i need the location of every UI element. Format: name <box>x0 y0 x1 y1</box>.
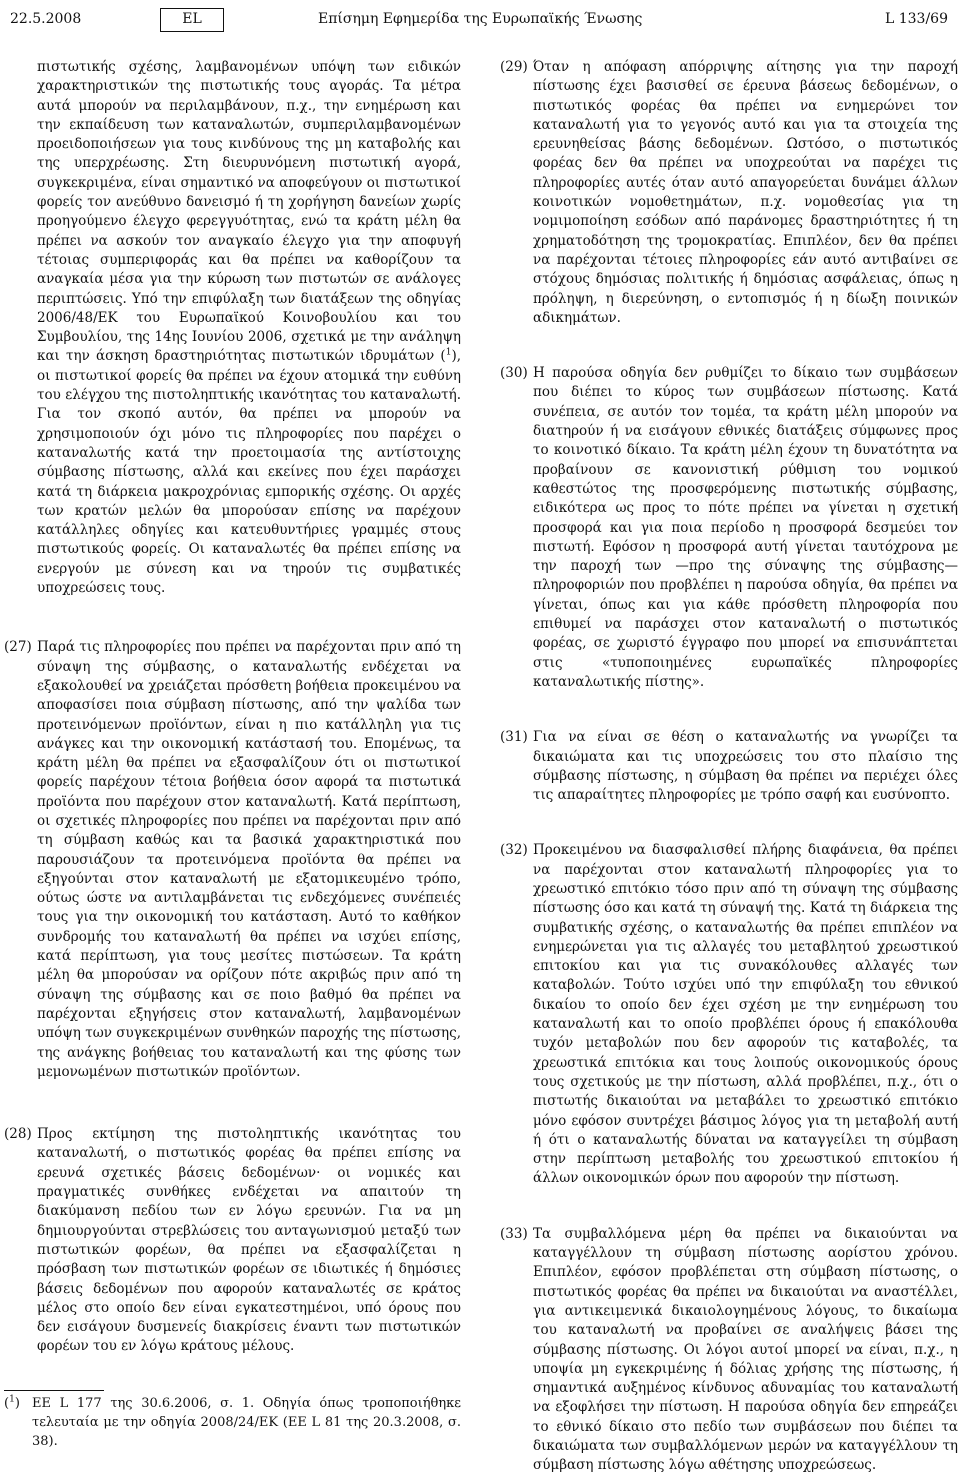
recital-30 <box>500 364 958 692</box>
recital-number: (30) <box>500 365 528 382</box>
recital-text: Για να είναι σε θέση ο καταναλωτής να γνωρίζει τα δικαιώματα και τις υποχρεώσεις του στο πλαίσιο της σύμβασης πίστωσης, η σύμβαση θα πρέπει να περιέχει όλες τις απαραίτητες πληροφορίες με τρόπο σαφή και ευσύνοπτο. <box>533 729 958 804</box>
recital-text: Η παρούσα οδηγία δεν ρυθμίζει το δίκαιο των συμβάσεων που διέπει το κύρος των συμβάσεων πίστωσης. Κατά συνέπεια, σε αυτόν τον τομέα, τα κράτη μέλη μπορούν να διατηρούν ή να εισάγουν εθνικές διατάξεις σύμφωνες προς το κοινοτικό δίκαιο. Τα κράτη μέλη έχουν τη δυνατότητα να προβαίνουν σε κανονιστική ρύθμιση του νομικού καθεστώτος της προσφερόμενης πιστωτικής σύμβασης, ειδικότερα ως προς το πότε πρέπει να γίνεται η σχετική προσφορά και για ποια περίοδο η προσφορά δεσμεύει τον πιστωτή. Εφόσον η προσφορά αυτή γίνεται ταυτόχρονα με την παροχή των —προ της σύναψης της σύμβασης— πληροφοριών που προβλέπει η παρούσα οδηγία, θα πρέπει να γίνεται, όπως και για κάθε πρόσθετη πληροφορία που επιθυμεί να παράσχει στον καταναλωτή ο πιστωτικός φορέας, σε χωριστό έγγραφο που μπορεί να επισυνάπτεται στις «τυποποιημένες ευρωπαϊκές πληροφορίες καταναλωτικής πίστης». <box>533 365 958 690</box>
recital-32 <box>500 841 958 1188</box>
journal-title: Επίσημη Εφημερίδα της Ευρωπαϊκής Ένωσης <box>318 11 643 27</box>
recital-text: Όταν η απόφαση απόρριψης αίτησης για την παροχή πίστωσης έχει βασισθεί σε έρευνα βάσεως δεδομένων, ο πιστωτικός φορέας θα πρέπει να ενημερώνει τον καταναλωτή για το γεγονός αυτό και για τα στοιχεία της ερευνηθείσας βάσης δεδομένων. Ωστόσο, ο πιστωτικός φορέας δεν θα πρέπει να υποχρεούται να παρέχει τις πληροφορίες αυτές όταν αυτό απαγορεύεται δυνάμει άλλων κοινοτικών νομοθετημάτων, π.χ. νομοθεσίας για τη νομιμοποίηση εσόδων από παράνομες δραστηριότητες ή τη χρηματοδότηση της τρομοκρατίας. Επιπλέον, δεν θα πρέπει να παρέχονται τέτοιες πληροφορίες εάν αυτό αντιβαίνει σε στόχους δημόσιας πολιτικής ή δημόσιας ασφάλειας, όπως η πρόληψη, η διερεύνηση, ο εντοπισμός ή η δίωξη ποινικών αδικημάτων. <box>533 59 958 326</box>
recital-number: (31) <box>500 729 528 746</box>
recital-28 <box>4 1125 461 1357</box>
right-column <box>500 58 958 1476</box>
recital-29 <box>500 58 958 328</box>
recital-number: (33) <box>500 1225 528 1242</box>
page-header <box>10 8 950 32</box>
recital-continuation: πιστωτικής σχέσης, λαμβανομένων υπόψη των ειδικών χαρακτηριστικών της πιστωτικής τους αγοράς. Τα μέτρα αυτά μπορούν να περιλαμβάνουν, π.χ., την ενημέρωση και την εκπαίδευση των καταναλωτών, συμπεριλαμβανομένων προειδοποιήσεων για τους κινδύνους της μη καταβολής και της υπερχρέωσης. Στη διευρυνόμενη πιστωτική αγορά, συγκεκριμένα, είναι σημαντικό να αποφεύγουν οι πιστωτικοί φορείς τον ανεύθυνο δανεισμό ή τη χορήγηση δανείων χωρίς προηγούμενο έλεγχο φερεγγυότητας, ενώ τα κράτη μέλη θα πρέπει να ασκούν τον αναγκαίο έλεγχο για την αποφυγή τέτοιας συμπεριφοράς και θα πρέπει να καθορίζουν τα αναγκαία μέσα για την κύρωση των πιστωτών σε ανάλογες περιπτώσεις. Υπό την επιφύλαξη των διατάξεων της οδηγίας 2006/48/ΕΚ του Ευρωπαϊκού Κοινοβουλίου και του Συμβουλίου, της 14ης Ιουνίου 2006, σχετικά με την ανάληψη και την άσκηση δραστηριότητας πιστωτικών ιδρυμάτων ($^1$), οι πιστωτικοί φορείς θα πρέπει να έχουν ατομικά την ευθύνη του ελέγχου της πιστοληπτικής ικανότητας του καταναλωτή. Για τον σκοπό αυτόν, θα πρέπει να μπορούν να χρησιμοποιούν όχι μόνο τις πληροφορίες που παρέχει ο καταναλωτής κατά την προετοιμασία της αντίστοιχης σύμβασης πίστωσης, αλλά και εκείνες που έχει παράσχει κατά τη διάρκεια μακροχρόνιας εμπορικής σχέσης. Οι αρχές των κρατών μελών θα μπορούσαν επίσης να παρέχουν κατάλληλες οδηγίες και κατευθυντήριες γραμμές στους πιστωτικούς φορείς. Οι καταναλωτές θα πρέπει επίσης να ενεργούν με σύνεση και να τηρούν τις συμβατικές υποχρεώσεις τους. <box>37 59 461 597</box>
recital-text: Προκειμένου να διασφαλισθεί πλήρης διαφάνεια, θα πρέπει να παρέχονται στον καταναλωτή πληροφορίες για το χρεωστικό επιτόκιο τόσο πριν από τη σύναψη της σύμβασης πίστωσης όσο και κατά τη σύναψή της. Κατά τη διάρκεια της συμβατικής σχέσης, ο καταναλωτής θα πρέπει επιπλέον να ενημερώνεται για τις αλλαγές του μεταβλητού χρεωστικού επιτοκίου και για τις συνακόλουθες αλλαγές των καταβολών. Τούτο ισχύει υπό την επιφύλαξη του εθνικού δικαίου το οποίο δεν έχει σχέση με την ενημέρωση του καταναλωτή και το οποίο προβλέπει όρους ή επακόλουθα τυχόν μεταβολών που δεν αφορούν τις καταβολές, τα χρεωστικά επιτόκια και τους λοιπούς οικονομικούς όρους τους σχετικούς με την πίστωση, αλλά προβλέπει, π.χ., ότι ο πιστωτής δικαιούται να μεταβάλει το χρεωστικό επιτόκιο μόνο εφόσον συντρέχει βάσιμος λόγος για τη μεταβολή αυτή ή ότι ο καταναλωτής δύναται να καταγγείλει τη σύμβαση στην περίπτωση μεταβολής του χρεωστικού επιτοκίου ή άλλων οικονομικών όρων που αφορούν την πίστωση. <box>533 842 958 1187</box>
recital-text: Προς εκτίμηση της πιστοληπτικής ικανότητας του καταναλωτή, ο πιστωτικός φορέας θα πρέπει επίσης να ερευνά σχετικές βάσεις δεδομένων· οι νομικές και πραγματικές συνθήκες ενδέχεται να απαιτούν τη διακύμανση πεδίου των εν λόγω ερευνών. Για να μη δημιουργούνται στρεβλώσεις του ανταγωνισμού μεταξύ των πιστωτικών φορέων, θα πρέπει να εξασφαλίζεται η πρόσβαση των πιστωτικών φορέων σε ιδιωτικές ή δημόσιες βάσεις δεδομένων που αφορούν καταναλωτές σε κράτος μέλος στο οποίο δεν είναι εγκατεστημένοι, υπό όρους που δεν εισάγουν δυσμενείς διακρίσεις έναντι των πιστωτικών φορέων του εν λόγω κράτους μέλους. <box>37 1126 461 1355</box>
publication-date: 22.5.2008 <box>10 11 82 27</box>
recital-31 <box>500 728 958 805</box>
recital-27 <box>4 638 461 1082</box>
left-column <box>4 58 461 1357</box>
recital-number: (29) <box>500 59 528 75</box>
footnote-text: EE L 177 της 30.6.2006, σ. 1. Οδηγία όπως τροποποιήθηκε τελευταία με την οδηγία 2008/24/ΕΚ (ΕΕ L 81 της 20.3.2008, σ. 38). <box>32 1396 461 1449</box>
page-reference: L 133/69 <box>885 11 948 27</box>
footnote <box>4 1394 461 1451</box>
footnote-divider <box>4 1390 104 1391</box>
recital-number: (28) <box>4 1126 32 1143</box>
footnote-ref[interactable]: 1 <box>445 347 452 358</box>
recital-number: (27) <box>4 639 32 656</box>
language-badge: EL <box>160 8 224 32</box>
footnote-number: ($^1$) <box>4 1394 20 1411</box>
recital-text: Παρά τις πληροφορίες που πρέπει να παρέχονται πριν από τη σύναψη της σύμβασης, ο καταναλωτής ενδέχεται να εξακολουθεί να χρειάζεται πρόσθετη βοήθεια προκειμένου να αποφασίσει ποια σύμβαση πίστωσης, από την ψαλίδα των προτεινόμενων προϊόντων, είναι η πιο κατάλληλη για τις ανάγκες και την οικονομική κατάστασή του. Επομένως, τα κράτη μέλη θα πρέπει να εξασφαλίζουν ότι οι πιστωτικοί φορείς παρέχουν τέτοια βοήθεια όσον αφορά τα πιστωτικά προϊόντα που παρέχουν στον καταναλωτή. Κατά περίπτωση, οι σχετικές πληροφορίες που πρέπει να παρέχονται πριν από τη σύμβαση καθώς και τα βασικά χαρακτηριστικά που παρουσιάζουν τα προτεινόμενα προϊόντα θα πρέπει να εξηγούνται στον καταναλωτή με εξατομικευμένο τρόπο, ούτως ώστε να αντιλαμβάνεται τις ενδεχόμενες συνέπειές τους για την οικονομική του κατάσταση. Αυτό το καθήκον συνδρομής του καταναλωτή θα πρέπει να ισχύει επίσης, κατά περίπτωση, για τους μεσίτες πιστώσεων. Τα κράτη μέλη θα μπορούσαν να ορίζουν πότε ακριβώς πριν από τη σύναψη της σύμβασης και σε ποιο βαθμό θα πρέπει να παρέχονται εξηγήσεις στον καταναλωτή, λαμβανομένων υπόψη των συγκεκριμένων συνθηκών παροχής της πίστωσης, της ανάγκης βοήθειας του καταναλωτή και της φύσης των μεμονωμένων πιστωτικών προϊόντων. <box>37 639 461 1080</box>
recital-text: Τα συμβαλλόμενα μέρη θα πρέπει να δικαιούνται να καταγγέλλουν τη σύμβαση πίστωσης αορίστου χρόνου. Επιπλέον, εφόσον προβλέπεται στη σύμβαση πίστωσης, ο πιστωτικός φορέας θα πρέπει να δικαιούται να αναστέλλει, για αντικειμενικά δικαιολογημένους λόγους, το δικαίωμα του καταναλωτή να προβαίνει σε αναλήψεις βάσει της σύμβασης πίστωσης. Οι λόγοι αυτοί μπορεί να είναι, π.χ., η υποψία μη εγκεκριμένης ή δόλιας χρήσης της πίστωσης, ή σημαντικά αυξημένος κίνδυνος αδυναμίας του καταναλωτή να εξοφλήσει την πίστωση. Η παρούσα οδηγία δεν επηρεάζει το εθνικό δίκαιο στο πεδίο των συμβάσεων που διέπει τα δικαιώματα των συμβαλλόμενων μερών να καταγγέλλουν τη σύμβαση πίστωσης λόγω αθέτησης υποχρεώσεως. <box>533 1225 958 1474</box>
recital-number: (32) <box>500 842 528 859</box>
